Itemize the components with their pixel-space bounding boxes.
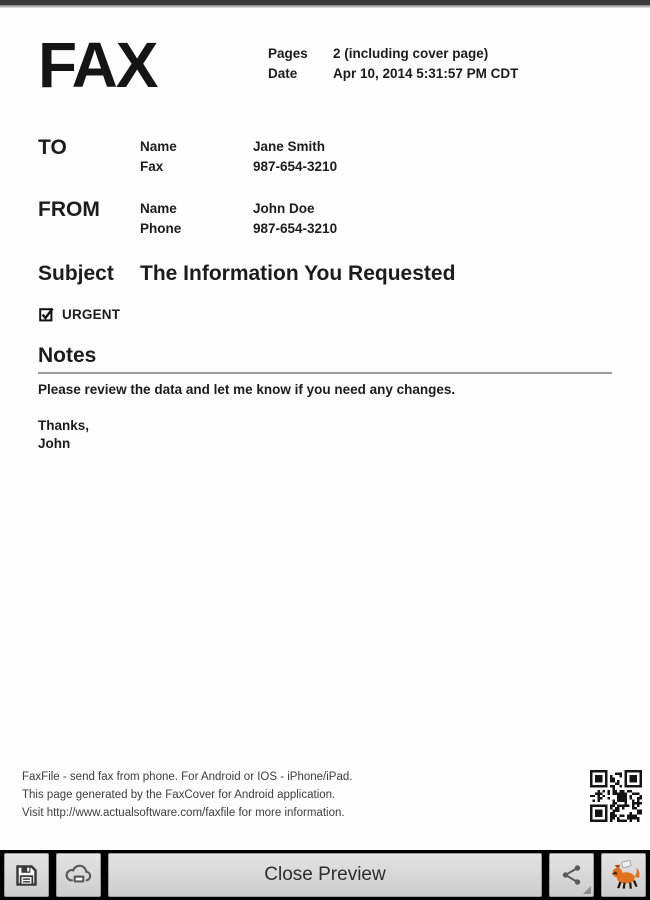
page-footer bbox=[22, 768, 642, 822]
pages-label: Pages bbox=[268, 46, 308, 61]
close-preview-button[interactable]: Close Preview bbox=[108, 853, 542, 897]
from-phone-label: Phone bbox=[140, 221, 182, 236]
pages-value: 2 (including cover page) bbox=[333, 46, 489, 61]
from-section bbox=[38, 199, 612, 239]
notes-divider bbox=[38, 372, 612, 374]
pages-row bbox=[268, 44, 518, 64]
footer-line-2: This page generated by the FaxCover for Android application. bbox=[22, 789, 336, 801]
to-fax-value: 987-654-3210 bbox=[253, 159, 338, 174]
from-label: FROM bbox=[38, 198, 100, 221]
floppy-disk-icon bbox=[13, 862, 40, 889]
from-name-value: John Doe bbox=[253, 201, 315, 216]
to-fields bbox=[140, 137, 612, 177]
share-button[interactable] bbox=[549, 853, 594, 897]
signoff-line: Thanks, bbox=[38, 418, 90, 433]
footer-line-1: FaxFile - send fax from phone. For Android or IOS - iPhone/iPad. bbox=[22, 771, 353, 783]
subject-value: The Information You Requested bbox=[140, 262, 456, 285]
date-row bbox=[268, 64, 518, 84]
to-section bbox=[38, 137, 612, 177]
urgent-checkbox-checked-icon bbox=[39, 307, 54, 322]
to-name-row bbox=[140, 137, 612, 157]
to-fax-label: Fax bbox=[140, 159, 164, 174]
to-name-label: Name bbox=[140, 139, 177, 154]
qr-code bbox=[590, 770, 642, 822]
fax-meta bbox=[268, 44, 518, 84]
from-name-label: Name bbox=[140, 201, 177, 216]
document-header bbox=[38, 29, 612, 104]
window-top-edge bbox=[0, 0, 650, 8]
urgent-label: URGENT bbox=[62, 307, 121, 322]
from-fields bbox=[140, 199, 612, 239]
to-label: TO bbox=[38, 136, 67, 159]
fox-mascot-icon bbox=[608, 860, 640, 890]
urgent-row bbox=[39, 307, 612, 322]
save-button[interactable] bbox=[4, 853, 49, 897]
date-label: Date bbox=[268, 66, 298, 81]
date-value: Apr 10, 2014 5:31:57 PM CDT bbox=[333, 66, 519, 81]
bottom-toolbar bbox=[0, 850, 650, 900]
fax-cover-preview bbox=[0, 8, 650, 850]
share-icon bbox=[560, 863, 584, 887]
subject-label: Subject bbox=[38, 262, 114, 285]
faxfile-app-button[interactable] bbox=[601, 853, 646, 897]
print-button[interactable] bbox=[56, 853, 101, 897]
footer-line-3: Visit http://www.actualsoftware.com/faxfile for more information. bbox=[22, 807, 345, 819]
notes-signoff bbox=[38, 417, 612, 453]
from-name-row bbox=[140, 199, 612, 219]
footer-text bbox=[22, 768, 352, 822]
from-phone-row bbox=[140, 219, 612, 239]
cloud-print-icon bbox=[64, 862, 94, 888]
subject-section bbox=[38, 262, 612, 286]
notes-heading: Notes bbox=[38, 344, 97, 367]
to-fax-row bbox=[140, 157, 612, 177]
notes-body: Please review the data and let me know if you need any changes. bbox=[38, 382, 456, 397]
to-name-value: Jane Smith bbox=[253, 139, 326, 154]
fax-logo: FAX bbox=[38, 29, 157, 101]
signature-line: John bbox=[38, 436, 71, 451]
from-phone-value: 987-654-3210 bbox=[253, 221, 338, 236]
